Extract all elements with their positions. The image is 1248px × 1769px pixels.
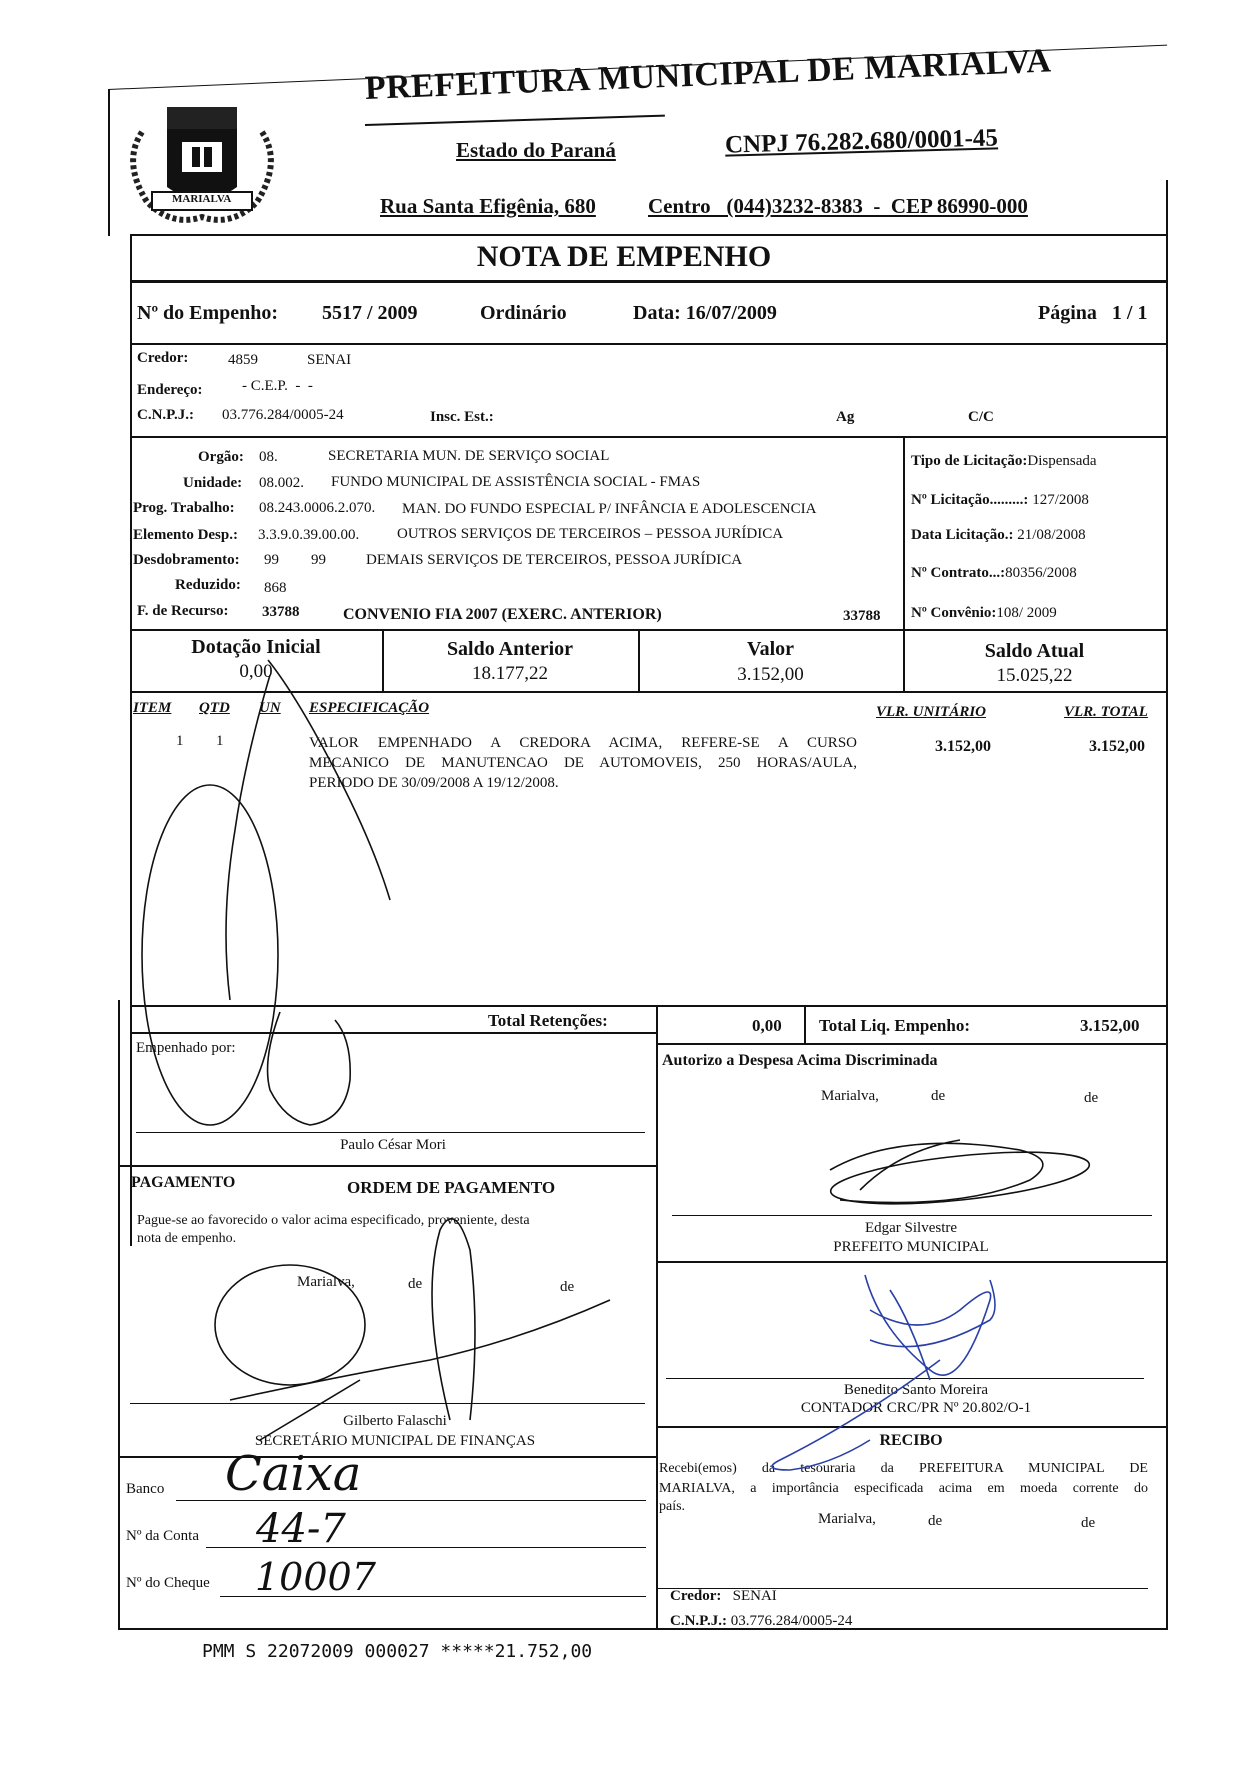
pagamento-de-2: de [560, 1279, 575, 1295]
items-header-total: VLR. TOTAL [1064, 704, 1148, 720]
autorizo-de-1: de [931, 1088, 946, 1104]
dotacao-label: Dotação Inicial [191, 636, 321, 658]
autorizo-signature-line [672, 1215, 1152, 1216]
credor-code: 4859 [228, 352, 258, 368]
totals-right-bottom [656, 1043, 1166, 1045]
saldo-anterior-label: Saldo Anterior [446, 638, 574, 660]
city-crest [122, 92, 282, 232]
banco-label: Banco [126, 1481, 165, 1497]
city-cnpj: CNPJ 76.282.680/0001-45 [724, 124, 999, 159]
row-total-value: 3.152,00 [1089, 738, 1145, 755]
pagamento-text-2: nota de empenho. [137, 1231, 237, 1246]
recurso-code: 33788 [262, 604, 300, 620]
credor-label: Credor: [137, 350, 189, 366]
data-licitacao-value: 21/08/2008 [1017, 527, 1086, 543]
cnpj-label: C.N.P.J.: [137, 407, 194, 423]
numero-contrato [911, 565, 1077, 582]
conta-handwritten: 44-7 [256, 1506, 346, 1552]
prog-code: 08.243.0006.2.070. [259, 500, 376, 516]
recibo-cnpj-value: 03.776.284/0005-24 [730, 1613, 853, 1629]
liq-empenho-value: 3.152,00 [1080, 1016, 1140, 1035]
numero-convenio-value: 108/ 2009 [996, 605, 1057, 621]
items-header-qtd: QTD [199, 700, 230, 716]
budget-bottom-line [130, 629, 1166, 631]
items-header-espec: ESPECIFICAÇÃO [309, 700, 430, 716]
doc-title: NOTA DE EMPENHO [476, 240, 772, 273]
row-line-3: PERIODO DE 30/09/2008 A 19/12/2008. [309, 775, 559, 791]
empenho-num-label: Nº do Empenho: [137, 302, 279, 324]
desdobramento-label: Desdobramento: [133, 552, 240, 568]
valor-value: 3.152,00 [737, 664, 804, 685]
desdobramento-value: DEMAIS SERVIÇOS DE TERCEIROS, PESSOA JURÍDICA [366, 552, 743, 568]
items-header-un: UN [259, 700, 281, 716]
pagamento-bottom-line [118, 1456, 656, 1458]
pagamento-signer: Gilberto Falaschi [343, 1413, 447, 1429]
autorizo-label: Autorizo a Despesa Acima Discriminada [662, 1052, 938, 1069]
footer-stamp: PMM S 22072009 000027 *****21.752,00 [202, 1641, 593, 1662]
creditor-cnpj: 03.776.284/0005-24 [222, 407, 344, 423]
totals-top-line [130, 1005, 1166, 1007]
balance-bottom-line [130, 691, 1166, 693]
contador-name: Benedito Santo Moreira [843, 1382, 989, 1398]
contador-role: CONTADOR CRC/PR Nº 20.802/O-1 [800, 1400, 1032, 1416]
row-unit-value: 3.152,00 [935, 738, 991, 755]
title-underline [365, 115, 665, 126]
recibo-text-1: Recebi(emos) da tesouraria da PREFEITURA MUNICIPAL DE [659, 1461, 1148, 1476]
autorizo-de-2: de [1084, 1090, 1099, 1106]
title-bottom-line [130, 280, 1166, 283]
autorizo-place: Marialva, [821, 1088, 879, 1104]
prog-label: Prog. Trabalho: [133, 500, 235, 516]
row-line-1: VALOR EMPENHADO A CREDORA ACIMA, REFERE-SE A CURSO [309, 735, 857, 751]
autorizo-role: PREFEITO MUNICIPAL [833, 1239, 989, 1255]
row-item: 1 [176, 733, 184, 749]
endereco-value: - C.E.P. - - [242, 378, 313, 394]
pagamento-de-1: de [408, 1276, 423, 1292]
row-line-2: MECANICO DE MANUTENCAO DE AUTOMOVEIS, 250 HORAS/AULA, [309, 755, 857, 771]
frame-left-bottom [118, 1000, 120, 1628]
pagamento-label: PAGAMENTO [131, 1174, 236, 1191]
numero-convenio-label: Nº Convênio: [911, 605, 997, 621]
recibo-label: RECIBO [879, 1432, 943, 1449]
recibo-text-2: MARIALVA, a importância especificada acima em moeda corrente do [659, 1481, 1148, 1496]
unidade-label: Unidade: [183, 475, 243, 491]
cheque-handwritten: 10007 [255, 1555, 376, 1599]
credor-name: SENAI [307, 352, 352, 368]
empenhado-signature-line [136, 1132, 645, 1133]
empenhado-label: Empenhado por: [136, 1040, 236, 1056]
tipo-licitacao [911, 453, 1097, 470]
elemento-code: 3.3.9.0.39.00.00. [258, 527, 360, 543]
reduzido-value: 868 [264, 580, 287, 596]
retencoes-label: Total Retenções: [488, 1011, 608, 1030]
pagamento-text-1: Pague-se ao favorecido o valor acima especificado, proveniente, desta [137, 1213, 530, 1228]
empenho-date: Data: 16/07/2009 [633, 302, 777, 324]
creditor-bottom-line [130, 436, 1166, 438]
empenho-num: 5517 / 2009 [322, 302, 418, 324]
page-number: Página 1 / 1 [1038, 302, 1148, 324]
unidade-value: FUNDO MUNICIPAL DE ASSISTÊNCIA SOCIAL - FMAS [331, 474, 701, 490]
banco-handwritten: Caixa [225, 1446, 362, 1502]
recurso-code-right: 33788 [843, 608, 881, 624]
data-licitacao [911, 527, 1086, 544]
empenhado-name: Paulo César Mori [340, 1137, 446, 1153]
numero-licitacao [911, 492, 1089, 509]
recibo-de-2: de [1081, 1515, 1096, 1531]
recurso-value: CONVENIO FIA 2007 (EXERC. ANTERIOR) [343, 606, 662, 623]
crest-banner-text: MARIALVA [172, 193, 232, 205]
items-header-item: ITEM [133, 700, 172, 716]
recibo-credor-value: SENAI [732, 1588, 777, 1604]
cheque-label: Nº do Cheque [126, 1575, 210, 1591]
items-header-unit: VLR. UNITÁRIO [876, 704, 987, 720]
empenho-type: Ordinário [480, 302, 567, 324]
dotacao-value: 0,00 [239, 661, 273, 682]
recurso-label: F. de Recurso: [137, 603, 229, 619]
numero-contrato-label: Nº Contrato...: [911, 565, 1006, 581]
frame-left-top [108, 89, 110, 236]
numero-licitacao-value: 127/2008 [1032, 492, 1089, 508]
recibo-credor-label: Credor: [670, 1588, 722, 1604]
prog-value: MAN. DO FUNDO ESPECIAL P/ INFÂNCIA E ADOLESCENCIA [402, 501, 817, 517]
frame-bottom-line [118, 1628, 1166, 1630]
cc-label: C/C [968, 409, 994, 425]
numero-licitacao-label: Nº Licitação.........: [911, 492, 1029, 508]
desdobramento-code2: 99 [311, 552, 326, 568]
row-qtd: 1 [216, 733, 224, 749]
reduzido-label: Reduzido: [175, 577, 241, 593]
recibo-de-1: de [928, 1513, 943, 1529]
retencoes-value: 0,00 [752, 1016, 782, 1035]
saldo-anterior-value: 18.177,22 [472, 663, 548, 684]
saldo-atual-value: 15.025,22 [996, 665, 1073, 686]
city-title: PREFEITURA MUNICIPAL DE MARIALVA [364, 42, 1053, 107]
totals-left-bottom [130, 1032, 657, 1034]
pagamento-place: Marialva, [297, 1274, 355, 1290]
numero-convenio [911, 605, 1057, 622]
state-label: Estado do Paraná [456, 138, 616, 162]
endereco-label: Endereço: [137, 382, 203, 398]
totals-divider-1 [656, 1005, 658, 1043]
recibo-text-3: país. [659, 1499, 686, 1514]
orgao-code: 08. [259, 449, 278, 465]
empenho-bottom-line [130, 343, 1166, 345]
data-licitacao-label: Data Licitação.: [911, 527, 1014, 543]
autorizo-signer: Edgar Silvestre [864, 1220, 958, 1236]
ordem-pagamento-label: ORDEM DE PAGAMENTO [347, 1178, 556, 1197]
recibo-cnpj-label: C.N.P.J.: [670, 1613, 727, 1629]
desdobramento-code1: 99 [264, 552, 279, 568]
recibo-place: Marialva, [818, 1511, 876, 1527]
valor-label: Valor [746, 638, 795, 660]
contador-bottom-line [656, 1426, 1166, 1428]
autorizo-bottom-line [656, 1261, 1166, 1263]
contador-signature-line [666, 1378, 1144, 1379]
numero-contrato-value: 80356/2008 [1005, 565, 1077, 581]
orgao-value: SECRETARIA MUN. DE SERVIÇO SOCIAL [328, 448, 610, 464]
tipo-licitacao-label: Tipo de Licitação: [911, 453, 1028, 469]
pagamento-role: SECRETÁRIO MUNICIPAL DE FINANÇAS [254, 1433, 536, 1449]
tipo-licitacao-value: Dispensada [1027, 453, 1097, 469]
elemento-value: OUTROS SERVIÇOS DE TERCEIROS – PESSOA JURÍDICA [397, 526, 784, 542]
city-contact: Centro (044)3232-8383 - CEP 86990-000 [648, 194, 1028, 218]
liq-empenho-label: Total Liq. Empenho: [819, 1016, 970, 1035]
totals-divider-2 [804, 1005, 806, 1043]
saldo-atual-label: Saldo Atual [984, 640, 1085, 662]
lower-divider [656, 1043, 658, 1628]
recibo-credor [670, 1588, 777, 1605]
unidade-code: 08.002. [259, 475, 304, 491]
conta-label: Nº da Conta [126, 1528, 199, 1544]
pagamento-signature-line [130, 1403, 645, 1404]
elemento-label: Elemento Desp.: [133, 527, 238, 543]
title-top-line [130, 234, 1166, 236]
empenhado-bottom-line [118, 1165, 656, 1167]
ag-label: Ag [836, 409, 855, 425]
insc-label: Insc. Est.: [430, 409, 494, 425]
orgao-label: Orgão: [198, 449, 244, 465]
budget-divider [903, 436, 905, 629]
frame-left [130, 236, 132, 1246]
city-address: Rua Santa Efigênia, 680 [380, 194, 596, 218]
